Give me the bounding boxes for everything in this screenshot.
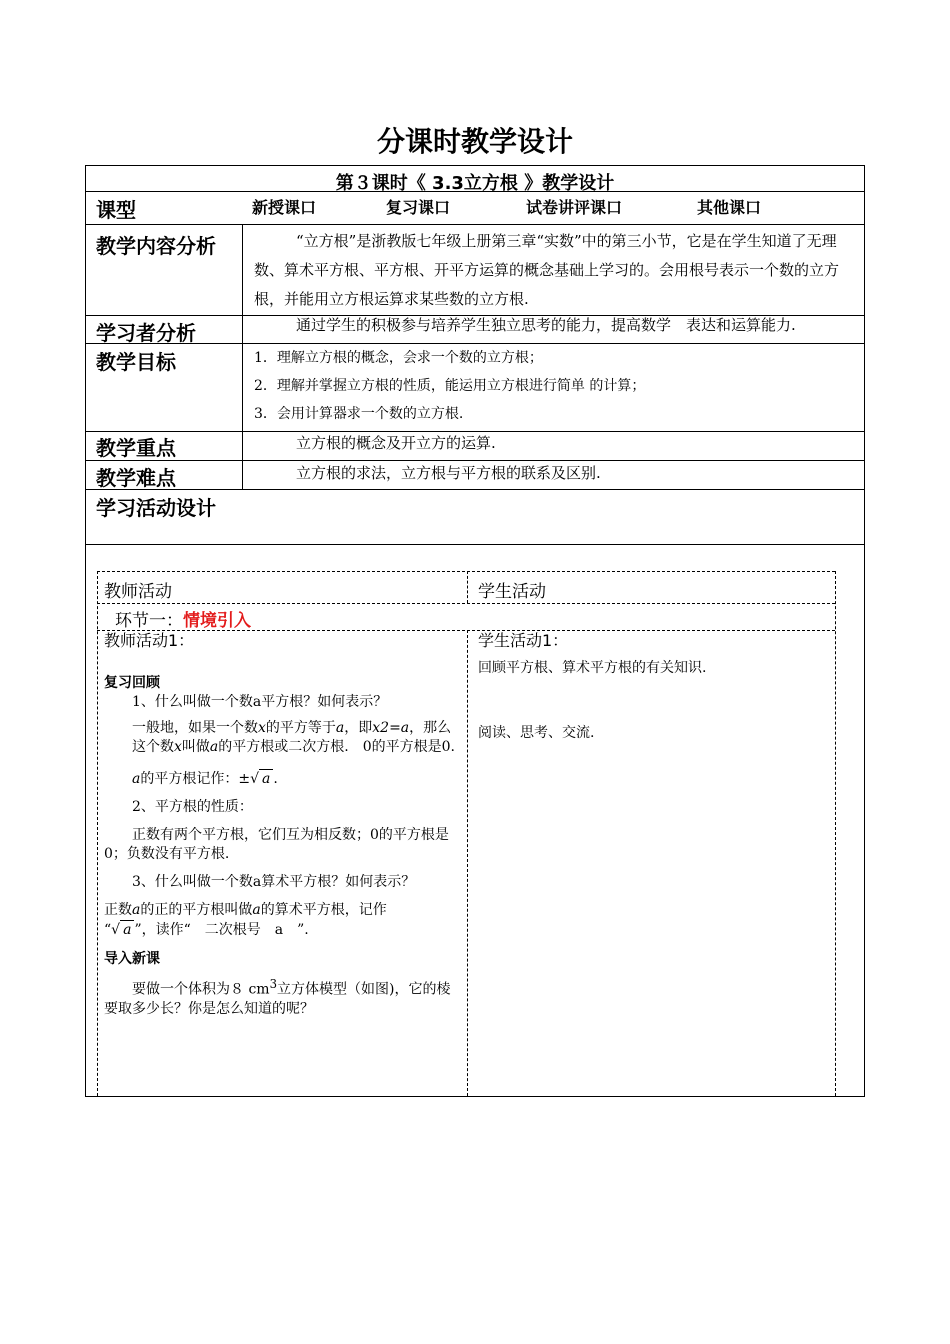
- question-2: 2、平方根的性质：: [132, 799, 253, 815]
- square-root-property: 正数有两个平方根，它们互为相反数；0的平方根是0；负数没有平方根.: [104, 827, 449, 862]
- question-3: 3、什么叫做一个数a算术平方根？如何表示？: [132, 874, 416, 890]
- lesson-plan-table: [85, 165, 865, 1097]
- goals-label: 教学目标: [96, 350, 176, 374]
- key-points-text: 立方根的概念及开立方的运算.: [296, 434, 496, 452]
- option-new-lesson: 新授课口: [252, 198, 317, 217]
- page-title: 分课时教学设计: [376, 125, 573, 158]
- option-review-lesson: 复习课口: [386, 198, 451, 217]
- question-1: 1、什么叫做一个数a平方根？如何表示？: [132, 694, 388, 710]
- difficulties-text: 立方根的求法，立方根与平方根的联系及区别.: [296, 464, 601, 482]
- goal-item: 2．理解并掌握立方根的性质，能运用立方根进行简单 的计算；: [254, 378, 646, 394]
- goal-item: 3．会用计算器求一个数的立方根.: [254, 406, 464, 422]
- key-points-label: 教学重点: [96, 436, 176, 460]
- student-activity-text: 回顾平方根、算术平方根的有关知识.: [478, 660, 707, 676]
- option-exam-review-lesson: 试卷讲评课口: [526, 198, 623, 217]
- teacher-activity-header: 教师活动: [104, 582, 172, 602]
- activity-design-label: 学习活动设计: [96, 496, 216, 520]
- difficulties-label: 教学难点: [96, 466, 176, 490]
- lesson-subtitle: 第３课时《 3.3立方根 》教学设计: [335, 173, 615, 194]
- teacher-activity-cell: [104, 631, 460, 1019]
- definition-square-root: 一般地，如果一个数x的平方等于a，即x2=a，那么这个数x叫做a的平方根或二次方根. 0的平方根是0.: [132, 720, 455, 755]
- content-analysis-text: “立方根”是浙教版七年级上册第三章“实数”中的第三小节，它是在学生知道了无理数、算术平方根、平方根、开平方运算的概念基础上学习的。会用根号表示一个数的立方根，并能用立方根运算求某些数的立方根.: [254, 232, 840, 308]
- intro-question: 要做一个体积为８ $cm^3$立方体模型（如图)，它的棱要取多少长？你是怎么知道的呢？: [104, 977, 451, 1017]
- learner-analysis-text: 通过学生的积极参与培养学生独立思考的能力，提高数学 表达和运算能力.: [296, 316, 796, 334]
- teacher-activity-label: 教师活动1：: [104, 631, 195, 650]
- learner-analysis-label: 学习者分析: [96, 321, 196, 345]
- student-activity-text: 阅读、思考、交流.: [478, 725, 595, 741]
- activity-table: [97, 571, 835, 1096]
- lesson-type-label: 课型: [96, 198, 136, 222]
- square-root-notation: a的平方根记作：±√ a .: [132, 771, 278, 787]
- goal-item: 1．理解立方根的概念，会求一个数的立方根；: [254, 350, 543, 366]
- content-analysis-label: 教学内容分析: [96, 234, 216, 258]
- arithmetic-root-definition: 正数a的正的平方根叫做a的算术平方根，记作 “√ a ”，读作“ 二次根号 a ”.: [104, 902, 387, 938]
- student-activity-cell: [478, 631, 818, 743]
- option-other-lesson: 其他课口: [697, 198, 762, 217]
- student-activity-header: 学生活动: [478, 582, 546, 602]
- review-heading: 复习回顾: [104, 675, 160, 691]
- intro-heading: 导入新课: [104, 951, 160, 967]
- section-heading: 环节一：情境引入: [115, 611, 251, 631]
- student-activity-label: 学生活动1：: [478, 631, 569, 650]
